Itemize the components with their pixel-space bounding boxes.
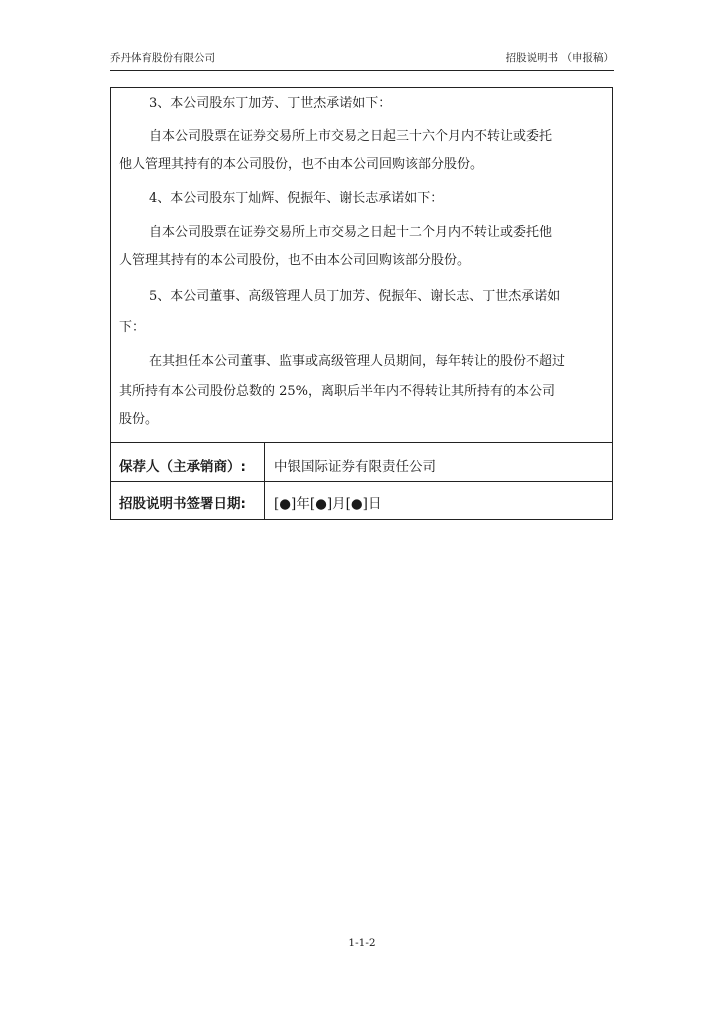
item4-title: 4、本公司股东丁灿辉、倪振年、谢长志承诺如下： — [149, 191, 444, 206]
item3-text-line1: 自本公司股票在证券交易所上市交易之日起三十六个月内不转让或委托 — [149, 129, 553, 144]
header-document-title: 招股说明书 （申报稿） — [505, 52, 614, 64]
page-header — [110, 49, 614, 71]
item4-text-line2: 人管理其持有的本公司股份，也不由本公司回购该部分股份。 — [119, 253, 471, 268]
header-company-name: 乔丹体育股份有限公司 — [110, 52, 215, 64]
item3-text-line2: 他人管理其持有的本公司股份，也不由本公司回购该部分股份。 — [119, 157, 484, 172]
signing-date-value: [●]年[●]月[●]日 — [274, 496, 382, 512]
table-divider-sponsor — [111, 442, 612, 443]
item5-text-line3: 股份。 — [119, 412, 159, 427]
item5-text-line2: 其所持有本公司股份总数的 25%，离职后半年内不得转让其所持有的本公司 — [119, 384, 556, 399]
commitment-table — [110, 87, 613, 520]
item4-text-line1: 自本公司股票在证券交易所上市交易之日起十二个月内不转让或委托他 — [149, 225, 553, 240]
table-divider-date — [111, 481, 612, 482]
page-number: 1-1-2 — [348, 937, 376, 949]
signing-date-label: 招股说明书签署日期: — [119, 496, 246, 512]
header-rule — [110, 70, 614, 71]
item5-title-line2: 下： — [119, 320, 146, 335]
item5-title-line1: 5、本公司董事、高级管理人员丁加芳、倪振年、谢长志、丁世杰承诺如 — [149, 289, 561, 304]
sponsor-value: 中银国际证券有限责任公司 — [274, 459, 436, 475]
item3-title: 3、本公司股东丁加芳、丁世杰承诺如下： — [149, 96, 392, 111]
sponsor-label: 保荐人（主承销商）: — [119, 459, 246, 475]
item5-text-line1: 在其担任本公司董事、监事或高级管理人员期间，每年转让的股份不超过 — [149, 354, 566, 369]
